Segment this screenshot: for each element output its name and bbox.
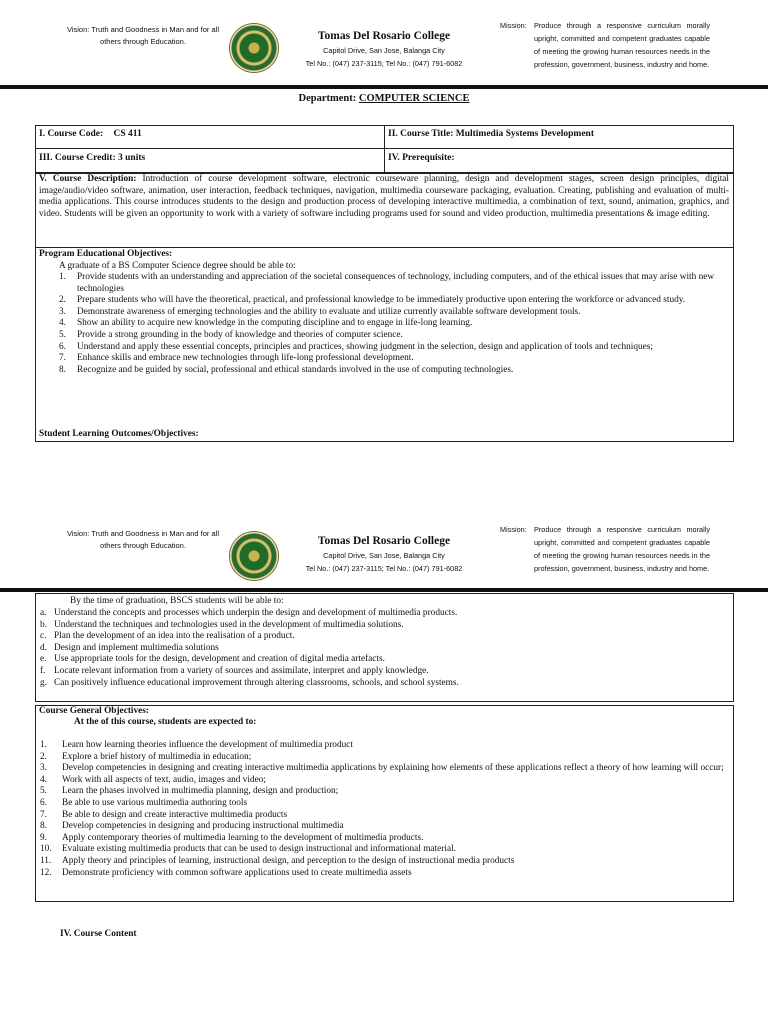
peo-item-text: Enhance skills and embrace new technologies through life-long professional development. [77,353,414,364]
cgo-item-number: 6. [40,797,47,808]
peo-item [59,330,729,342]
cgo-item [40,740,730,752]
peo-item-text: Prepare students who will have the theoretical, practical, and professional knowledge to be immediately productive upon entering the workforce or advanced study. [77,295,686,306]
slo-item-number: d. [40,642,47,653]
department-line [0,93,768,104]
slo-item-text: Locate relevant information from a variety of sources and assimilate, interpret and apply knowledge. [54,665,429,676]
slo-item-text: Understand the techniques and technologies used in the development of multimedia solutions. [54,619,404,630]
table-row-divider [35,148,734,149]
cgo-item-number: 5. [40,786,47,797]
course-title-cell [388,128,594,140]
department-label: Department: [298,93,357,104]
cgo-item [40,844,730,856]
college-name-page2: Tomas Del Rosario College [317,535,451,547]
slo-item-number: e. [40,654,47,665]
slo-heading: Student Learning Outcomes/Objectives: [39,429,199,439]
cgo-item-text: Demonstrate proficiency with common software applications used to create multimedia assets [62,867,412,878]
peo-item-number: 6. [59,341,66,352]
course-credit-cell [39,152,145,164]
department-value: COMPUTER SCIENCE [358,93,470,104]
mission-statement [500,19,710,71]
peo-item-text: Understand and apply these essential concepts, principles and practices, showing judgment in the selection, design and application of tools and techniques; [77,341,653,352]
slo-item [40,608,730,620]
college-tel: Tel No.: (047) 237-3115; Tel No.: (047) 791-6082 [305,59,463,68]
cgo-item [40,752,730,764]
course-code-value: CS 411 [113,129,142,139]
course-credit-value: 3 units [118,153,146,163]
vision-statement: Vision: Truth and Goodness in Man and for all others through Education. [66,25,220,46]
peo-item-text: Recognize and be guided by social, professional and ethical standards involved in the use of computing technologies. [77,364,514,375]
peo-item [59,342,729,354]
slo-item-text: Understand the concepts and processes which underpin the design and development of multimedia products. [54,608,458,618]
cgo-item-number: 2. [40,751,47,762]
peo-item [59,353,729,365]
college-block-page2 [284,533,484,575]
peo-item [59,365,729,377]
slo-item-text: Can positively influence educational improvement through altering classrooms, schools, and school systems. [54,677,459,688]
peo-item-number: 8. [59,364,66,375]
cgo-item-text: Work with all aspects of text, audio, images and video; [62,774,266,785]
description-divider [35,247,734,248]
peo-item-number: 1. [59,272,66,282]
peo-item-number: 2. [59,295,66,306]
cgo-item [40,763,730,775]
slo-item [40,620,730,632]
cgo-item [40,821,730,833]
peo-item [59,307,729,319]
slo-item-text: Use appropriate tools for the design, development and creation of digital media artefacts. [54,654,385,665]
peo-item [59,295,729,307]
peo-item-text: Provide students with an understanding and appreciation of the societal consequences of technology, including computers, and of the ethical issues that may arise with new technologies [77,272,715,294]
peo-item [59,318,729,330]
peo-item [59,272,729,295]
college-block [284,28,484,70]
slo-item-number: g. [40,677,47,688]
course-title-value: Multimedia Systems Development [455,129,594,139]
cgo-item-number: 8. [40,821,47,832]
college-tel-page2: Tel No.: (047) 237-3115; Tel No.: (047) 791-6082 [305,564,463,573]
peo-item-text: Show an ability to acquire new knowledge in the computing discipline and to engage in life-long learning. [77,318,473,329]
prerequisite-cell [388,152,455,164]
cgo-item [40,798,730,810]
header-divider [0,85,768,89]
peo-item-number: 5. [59,329,66,340]
prerequisite-label: IV. Prerequisite: [388,153,455,163]
cgo-item-text: Be able to design and create interactive multimedia products [62,809,288,820]
course-description-label: V. Course Description: [39,174,137,184]
cgo-item-text: Be able to use various multimedia authoring tools [62,797,248,808]
cgo-item [40,856,730,868]
mission-text-page2: Produce through a responsive curriculum morally upright, committed and competent graduates capable of meeting the growing human resources needs in the profession, government, business, industry and home. [534,525,710,573]
peo-heading: Program Educational Objectives: [39,249,173,259]
slo-list [40,608,730,689]
table-col-divider [384,125,385,173]
cgo-item-number: 3. [40,763,47,774]
cgo-item-text: Evaluate existing multimedia products that can be used to design instructional and informational material. [62,844,456,855]
cgo-heading: Course General Objectives: [39,706,149,716]
slo-item-number: b. [40,619,47,630]
vision-statement-page2: Vision: Truth and Goodness in Man and for all others through Education. [66,529,220,550]
cgo-item-number: 11. [40,855,52,866]
course-code-label: I. Course Code: [39,129,104,139]
peo-list [59,272,729,376]
slo-item-number: f. [40,665,46,676]
cgo-item-number: 7. [40,809,47,820]
course-description-text: Introduction of course development software, electronic courseware planning, design and development stages, screen design principles, digital image/audio/video software, animation, user interaction, feedback techniques, navigation, multimedia courseware packaging, evaluation. Creating, publishing and evaluation of multi-media applications. This course introduces students to the design and production process of developing interactive multimedia, a combination of text, sound, animation, graphics, and video. Students will be given an opportunity to work with a variety of software including programs used for sound and video production, multimedia presentations & image editing. [39,174,730,219]
cgo-item-text: Learn how learning theories influence the development of multimedia product [62,740,353,750]
cgo-item-text: Apply contemporary theories of multimedia learning to the development of multimedia products. [62,832,424,843]
course-code-cell [39,128,142,140]
mission-text: Produce through a responsive curriculum morally upright, committed and competent graduates capable of meeting the growing human resources needs in the profession, government, business, industry and home. [534,21,710,69]
slo-item-text: Design and implement multimedia solutions [54,642,219,653]
cgo-item-number: 10. [40,844,52,855]
cgo-item-text: Develop competencies in designing and producing instructional multimedia [62,821,344,832]
slo-item [40,654,730,666]
peo-intro: A graduate of a BS Computer Science degree should be able to: [59,261,296,271]
peo-item-number: 3. [59,306,66,317]
cgo-item [40,775,730,787]
course-content-label: IV. Course Content [60,929,137,939]
course-title-label: II. Course Title: [388,129,454,139]
cgo-item-text: Explore a brief history of multimedia in education; [62,751,252,762]
cgo-item [40,786,730,798]
college-name: Tomas Del Rosario College [317,30,451,42]
cgo-item-number: 1. [40,740,47,750]
cgo-item-text: Apply theory and principles of learning, instructional design, and perception to the design of instructional media products [62,855,515,866]
header-divider-page2 [0,588,768,592]
course-description [39,174,729,220]
slo-item [40,666,730,678]
slo-item-number: c. [40,631,47,642]
slo-item-number: a. [40,608,47,618]
slo-item [40,631,730,643]
peo-item-text: Demonstrate awareness of emerging technologies and the ability to evaluate and utilize currently available software development tools. [77,306,581,317]
cgo-item [40,868,730,880]
cgo-item-number: 4. [40,774,47,785]
slo-item-text: Plan the development of an idea into the realisation of a product. [54,631,295,642]
cgo-item [40,833,730,845]
peo-item-number: 4. [59,318,66,329]
mission-statement-page2 [500,523,710,575]
cgo-list [40,740,730,879]
peo-item-number: 7. [59,353,66,364]
slo-item [40,643,730,655]
mission-label: Mission: [500,21,527,30]
college-address-page2: Capitol Drive, San Jose, Balanga City [323,551,445,560]
peo-item-text: Provide a strong grounding in the body of knowledge and theories of computer science. [77,329,403,340]
course-credit-label: III. Course Credit: [39,153,116,163]
college-seal-logo-page2 [230,532,278,580]
cgo-item [40,810,730,822]
cgo-item-text: Develop competencies in designing and creating interactive multimedia applications by explaining how elements of these applications reflect a theory of how learning will occur; [62,763,724,774]
cgo-item-number: 9. [40,832,47,843]
slo-intro: By the time of graduation, BSCS students will be able to: [70,596,284,606]
cgo-item-text: Learn the phases involved in multimedia planning, design and production; [62,786,339,797]
college-seal-logo [230,24,278,72]
college-address: Capitol Drive, San Jose, Balanga City [323,46,445,55]
slo-item [40,678,730,690]
cgo-item-number: 12. [40,867,52,878]
mission-label-page2: Mission: [500,525,527,534]
cgo-intro: At the of this course, students are expected to: [74,717,257,727]
